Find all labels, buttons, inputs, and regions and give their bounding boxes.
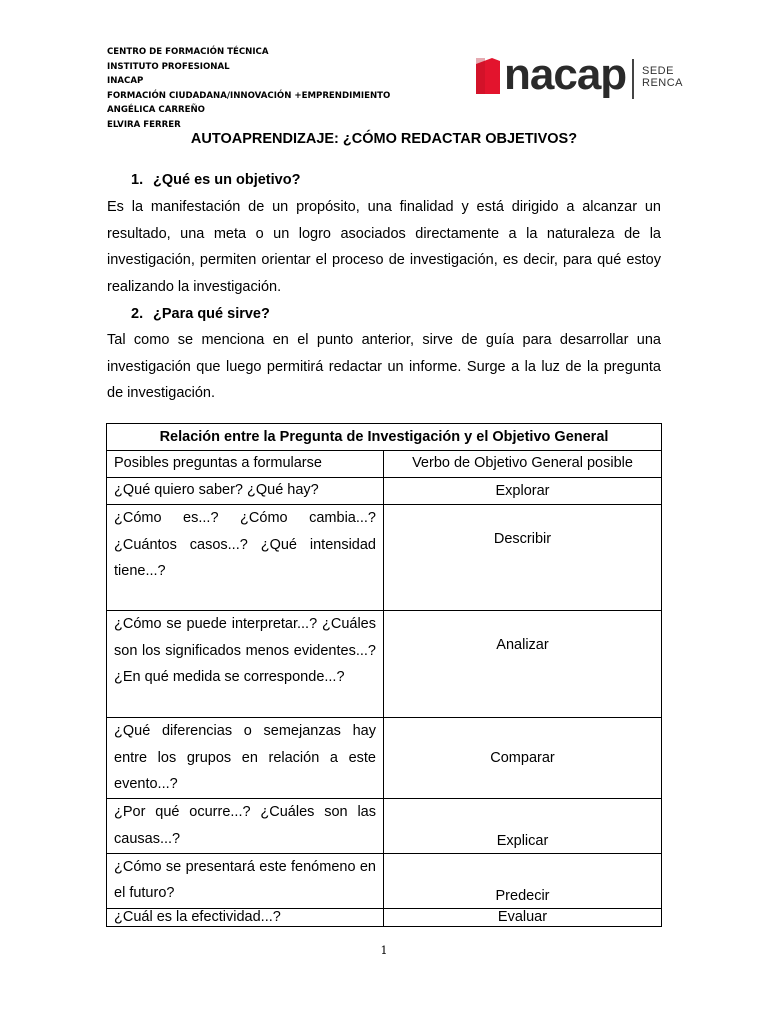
table-cell-question: ¿Cuál es la efectividad...?	[107, 908, 384, 926]
header-author-line: ELVIRA FERRER	[107, 119, 181, 130]
table-row	[107, 611, 662, 718]
header-institution-line: INACAP	[107, 76, 144, 87]
logo-campus-label	[642, 65, 683, 89]
table-cell-question: ¿Por qué ocurre...? ¿Cuáles son las causas...?	[107, 799, 384, 853]
document-title: AUTOAPRENDIZAJE: ¿CÓMO REDACTAR OBJETIVOS?	[190, 131, 578, 147]
logo-campus-name: RENCA	[642, 77, 684, 89]
table-title: Relación entre la Pregunta de Investigación y el Objetivo General	[107, 424, 662, 451]
inacap-logo-mark-icon	[476, 58, 500, 94]
column-header-questions: Posibles preguntas a formularse	[107, 451, 384, 478]
table-cell-verb: Analizar	[384, 611, 662, 718]
table-header-row	[107, 451, 662, 478]
column-header-verb: Verbo de Objetivo General posible	[384, 451, 662, 478]
table-row	[107, 718, 662, 799]
table-cell-verb: Comparar	[384, 718, 662, 799]
table-cell-question: ¿Qué quiero saber? ¿Qué hay?	[107, 478, 384, 505]
section-paragraph-1: Es la manifestación de un propósito, una finalidad y está dirigido a alcanzar un resultado, una meta o un logro asociados directamente a la naturaleza de la investigación, permiten orientar el proceso de investigación, es decir, para qué estoy realizando la investigación.	[107, 199, 661, 296]
table-cell-verb: Evaluar	[384, 908, 662, 926]
table-cell-verb: Explorar	[384, 478, 662, 505]
header-course-line: FORMACIÓN CIUDADANA/INNOVACIÓN +EMPRENDIMIENTO	[107, 90, 391, 101]
table-cell-verb: Describir	[384, 505, 662, 611]
page-number: 1	[380, 944, 388, 957]
table-cell-question: ¿Qué diferencias o semejanzas hay entre los grupos en relación a este evento...?	[107, 718, 384, 799]
table-cell-question: ¿Cómo se puede interpretar...? ¿Cuáles son los significados menos evidentes...? ¿En qué medida se corresponde...?	[107, 611, 384, 718]
section-paragraph-2: Tal como se menciona en el punto anterior, sirve de guía para desarrollar una investigación que luego permitirá redactar un informe. Surge a la luz de la pregunta de investigación.	[107, 332, 661, 402]
section-heading-text: ¿Qué es un objetivo?	[153, 172, 301, 188]
document-header	[107, 45, 390, 133]
header-author-line: ANGÉLICA CARREÑO	[107, 105, 205, 116]
header-institution-line: INSTITUTO PROFESIONAL	[107, 61, 230, 72]
logo-sede-text: SEDE	[642, 65, 674, 77]
table-title-row	[107, 424, 662, 451]
logo-divider	[632, 59, 634, 99]
table-row	[107, 853, 662, 908]
table-row	[107, 478, 662, 505]
table-row	[107, 799, 662, 853]
table-cell-question: ¿Cómo es...? ¿Cómo cambia...? ¿Cuántos casos...? ¿Qué intensidad tiene...?	[107, 505, 384, 611]
section-heading-text: ¿Para qué sirve?	[153, 306, 270, 322]
section-number: 1.	[131, 172, 144, 188]
logo-wordmark: nacap	[504, 50, 627, 99]
table-cell-question: ¿Cómo se presentará este fenómeno en el futuro?	[107, 853, 384, 908]
question-objective-table	[106, 423, 662, 927]
table-cell-verb: Predecir	[384, 853, 662, 908]
table-row	[107, 505, 662, 611]
section-number: 2.	[131, 306, 144, 322]
inacap-logo	[476, 50, 686, 102]
header-institution-line: CENTRO DE FORMACIÓN TÉCNICA	[107, 47, 269, 57]
table-row	[107, 908, 662, 926]
table-cell-verb: Explicar	[384, 799, 662, 853]
